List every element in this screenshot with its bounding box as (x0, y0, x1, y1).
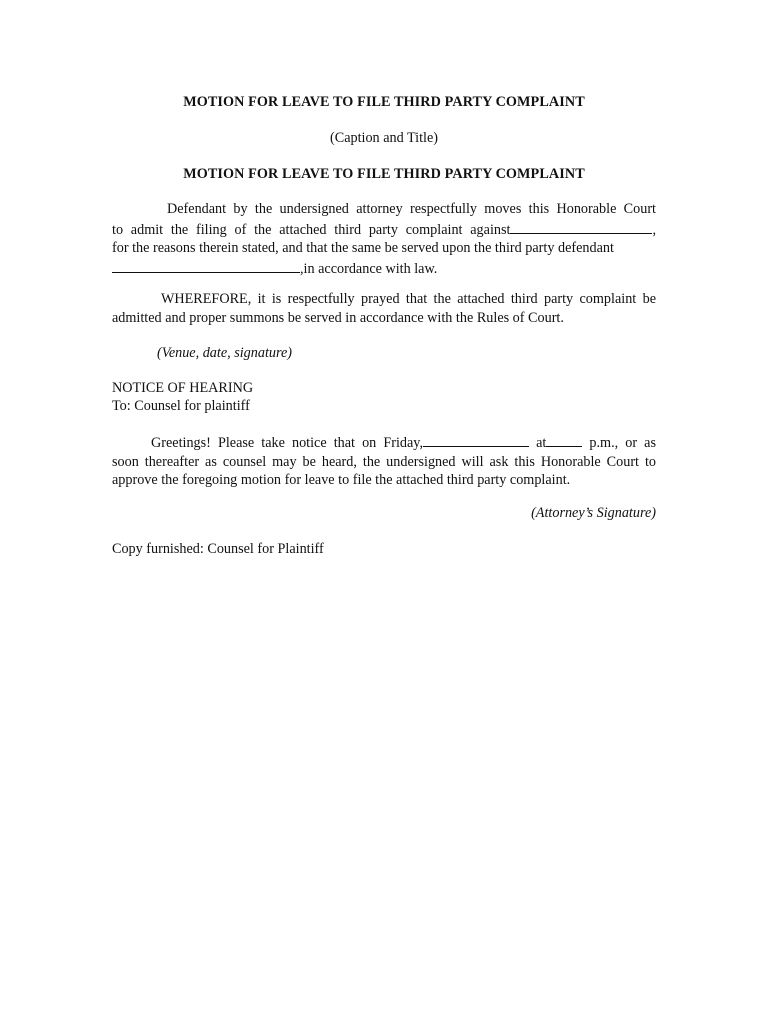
document-heading: MOTION FOR LEAVE TO FILE THIRD PARTY COMPLAINT (183, 94, 585, 110)
greetings-text: Greetings! Please take notice that on Friday, (151, 435, 424, 451)
wherefore-paragraph-line-2: admitted and proper summons be served in accordance with the Rules of Court. (112, 309, 564, 326)
motion-paragraph-line-4 (112, 258, 656, 279)
motion-paragraph-line-1: Defendant by the undersigned attorney respectfully moves this Honorable Court (167, 201, 656, 217)
caption-and-title: (Caption and Title) (330, 130, 438, 146)
notice-recipient: To: Counsel for plaintiff (112, 398, 250, 414)
greetings-paragraph-line-1 (112, 432, 656, 453)
third-party-defendant-blank (112, 258, 300, 273)
motion-paragraph (112, 200, 656, 278)
greetings-paragraph-line-2: soon thereafter as counsel may be heard, the undersigned will ask this Honorable Court to (112, 453, 656, 470)
hearing-time-blank (546, 432, 582, 447)
attorney-signature: (Attorney’s Signature) (531, 505, 656, 521)
copy-furnished: Copy furnished: Counsel for Plaintiff (112, 541, 324, 557)
motion-paragraph-line-2 (112, 219, 656, 240)
motion-paragraph-line-2-comma: , (652, 221, 656, 238)
notice-of-hearing-heading: NOTICE OF HEARING (112, 380, 254, 396)
hearing-date-blank (423, 432, 529, 447)
greetings-paragraph-line-3: approve the foregoing motion for leave to file the attached third party complaint. (112, 472, 571, 489)
wherefore-paragraph-line-1: WHEREFORE, it is respectfully prayed that the attached third party complaint be (161, 291, 656, 307)
greetings-pm-text: p.m., or as (582, 435, 656, 451)
document-subheading: MOTION FOR LEAVE TO FILE THIRD PARTY COMPLAINT (183, 166, 585, 182)
third-party-name-blank (510, 219, 652, 234)
venue-date-signature: (Venue, date, signature) (157, 345, 293, 361)
greetings-at-text: at (529, 435, 547, 451)
wherefore-paragraph (112, 290, 656, 327)
motion-paragraph-line-4-text: ,in accordance with law. (300, 260, 438, 277)
greetings-paragraph (112, 432, 656, 490)
motion-paragraph-line-2-text: to admit the filing of the attached third party complaint against (112, 221, 511, 238)
motion-paragraph-line-3: for the reasons therein stated, and that the same be served upon the third party defendant (112, 240, 614, 257)
